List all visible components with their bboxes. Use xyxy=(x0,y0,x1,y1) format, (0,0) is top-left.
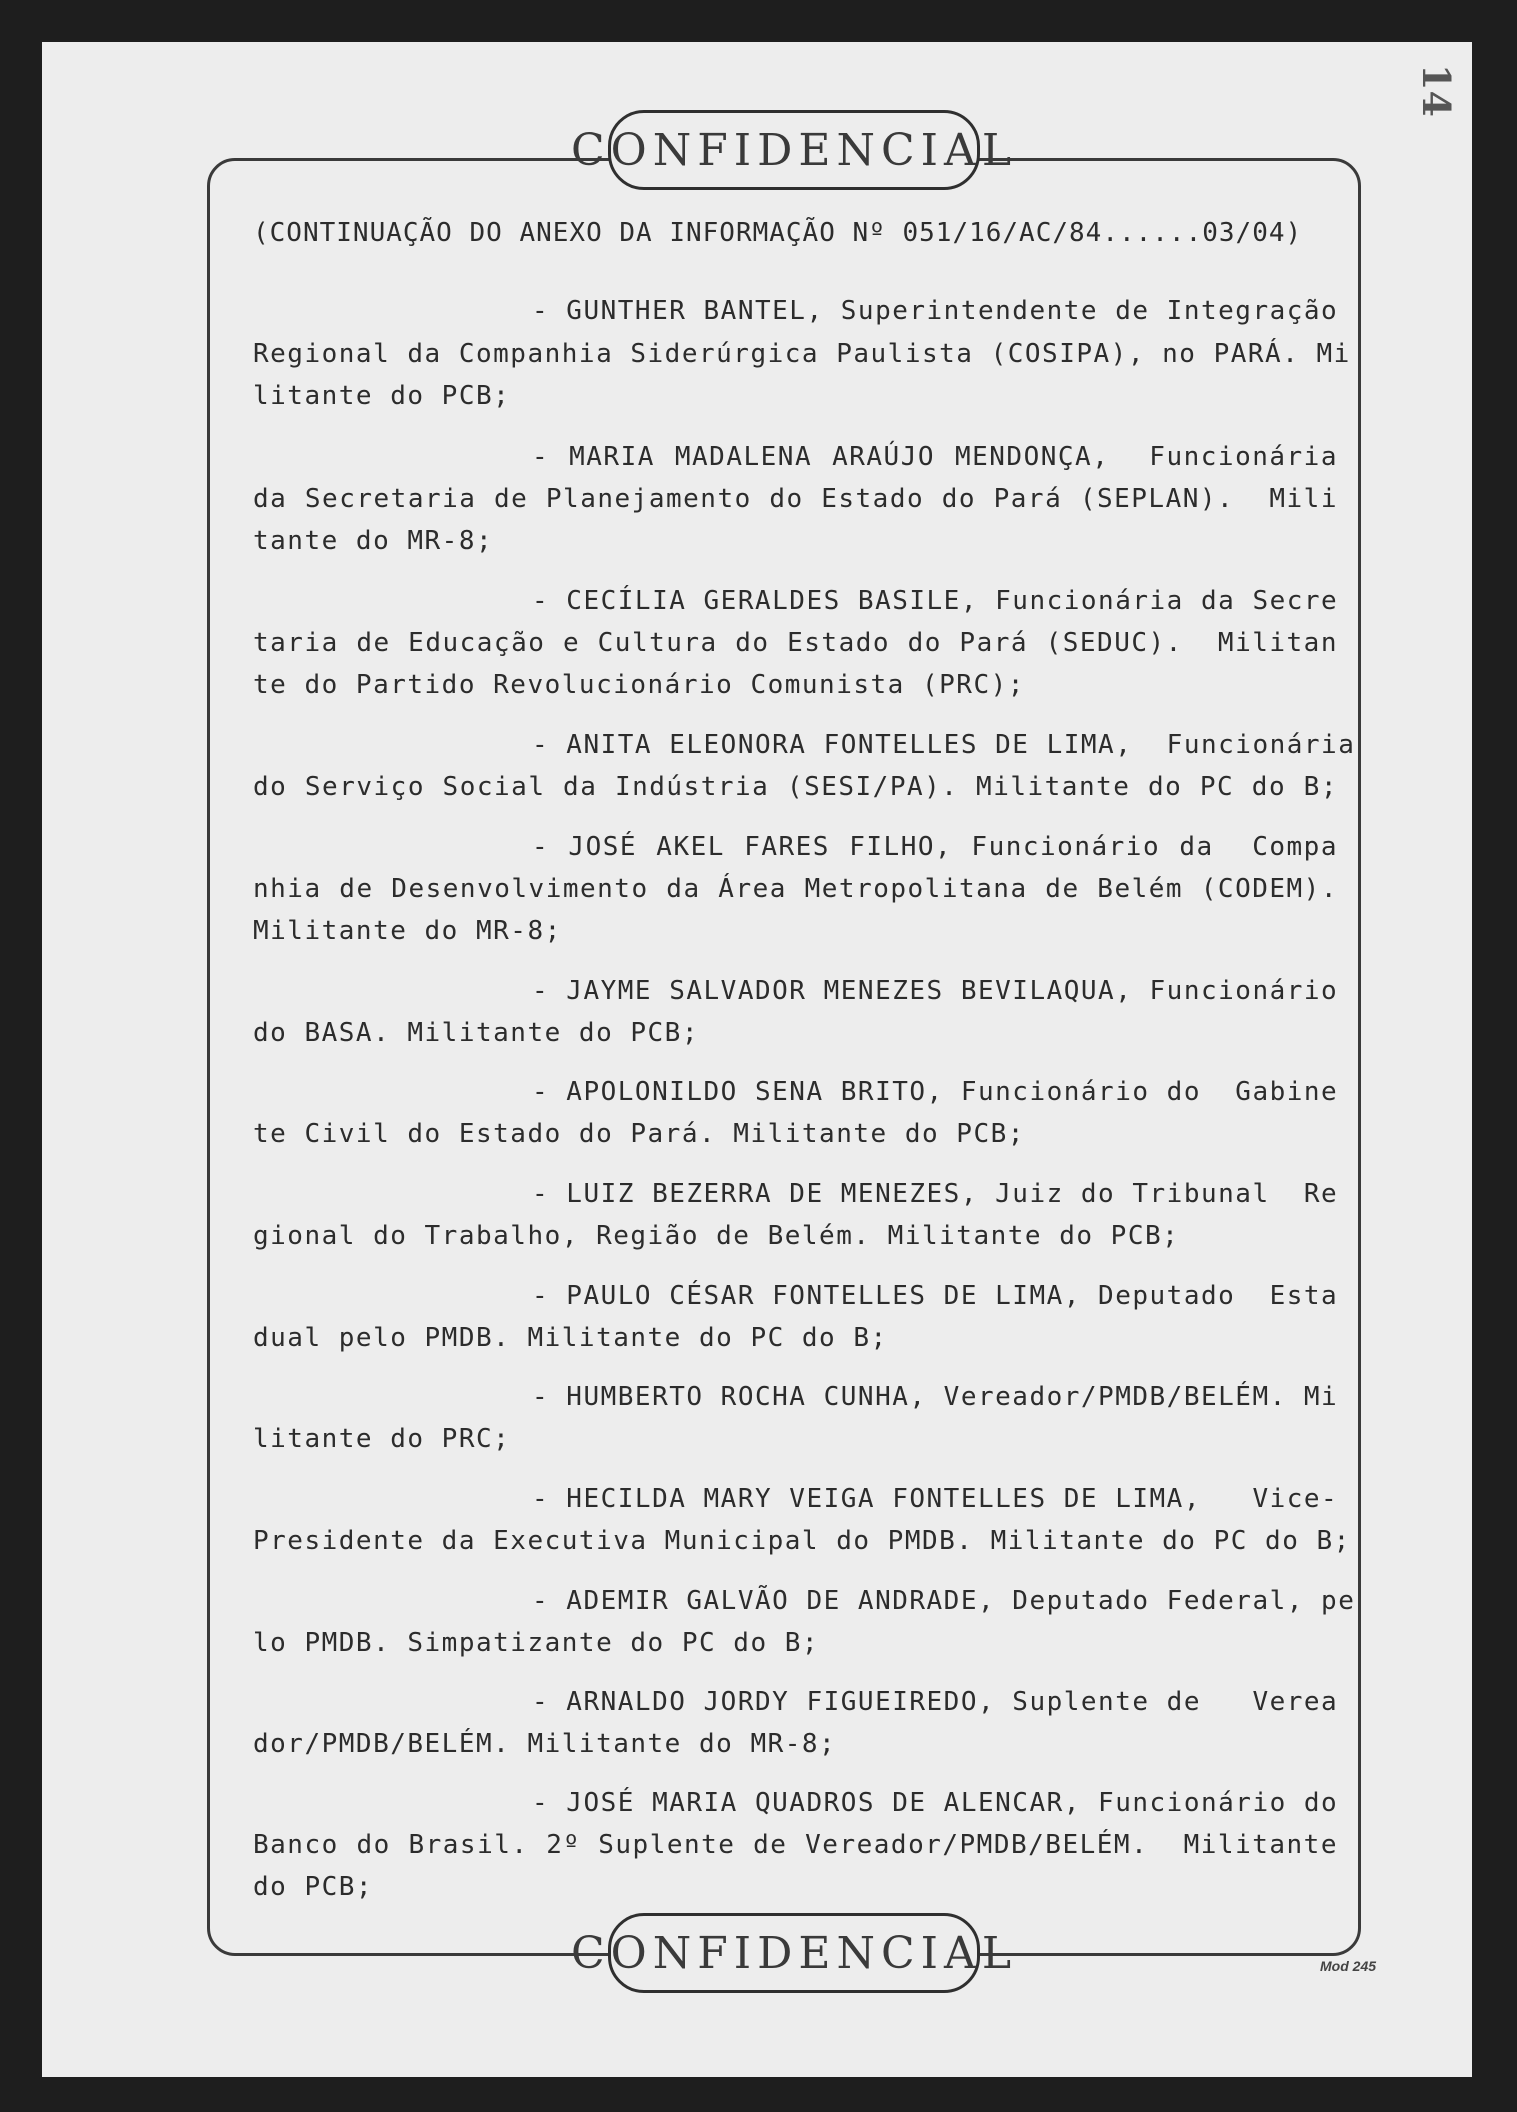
entry-line: nhia de Desenvolvimento da Área Metropolitana de Belém (CODEM). xyxy=(253,874,1338,904)
entry-line: Presidente da Executiva Municipal do PMDB. Militante do PC do B; xyxy=(253,1526,1351,1556)
entry-line: do BASA. Militante do PCB; xyxy=(253,1018,699,1048)
entry-line: Militante do MR-8; xyxy=(253,916,562,946)
entry-line: litante do PCB; xyxy=(253,381,511,411)
entry-line: - ADEMIR GALVÃO DE ANDRADE, Deputado Federal, pe xyxy=(532,1586,1356,1616)
form-number-label: Mod 245 xyxy=(1320,1958,1377,1974)
entry-line: - HECILDA MARY VEIGA FONTELLES DE LIMA, Vice- xyxy=(532,1484,1339,1514)
entry-line: gional do Trabalho, Região de Belém. Militante do PCB; xyxy=(253,1221,1180,1251)
entry-line: - APOLONILDO SENA BRITO, Funcionário do Gabine xyxy=(532,1077,1339,1107)
entry-line: te do Partido Revolucionário Comunista (PRC); xyxy=(253,670,1025,700)
entry-line: dual pelo PMDB. Militante do PC do B; xyxy=(253,1323,888,1353)
entry-line: litante do PRC; xyxy=(253,1424,511,1454)
entry-line: - PAULO CÉSAR FONTELLES DE LIMA, Deputado Esta xyxy=(532,1281,1339,1311)
entry-line: - ARNALDO JORDY FIGUEIREDO, Suplente de Verea xyxy=(532,1687,1339,1717)
entry-line: te Civil do Estado do Pará. Militante do PCB; xyxy=(253,1119,1025,1149)
entry-line: - MARIA MADALENA ARAÚJO MENDONÇA, Funcionária xyxy=(532,442,1338,472)
document-header: (CONTINUAÇÃO DO ANEXO DA INFORMAÇÃO Nº 051/16/AC/84......03/04) xyxy=(253,218,1303,248)
entry-line: do PCB; xyxy=(253,1872,374,1902)
entry-line: lo PMDB. Simpatizante do PC do B; xyxy=(253,1628,820,1658)
entry-line: - GUNTHER BANTEL, Superintendente de Integração xyxy=(532,296,1339,326)
entry-line: - CECÍLIA GERALDES BASILE, Funcionária da Secre xyxy=(532,586,1339,616)
entry-line: - JAYME SALVADOR MENEZES BEVILAQUA, Funcionário xyxy=(532,976,1339,1006)
entry-line: Regional da Companhia Siderúrgica Paulista (COSIPA), no PARÁ. Mi xyxy=(253,339,1351,369)
entry-line: - JOSÉ AKEL FARES FILHO, Funcionário da Compa xyxy=(532,832,1338,862)
entry-line: do Serviço Social da Indústria (SESI/PA). Militante do PC do B; xyxy=(253,772,1338,802)
entry-line: - LUIZ BEZERRA DE MENEZES, Juiz do Tribunal Re xyxy=(532,1179,1339,1209)
page-number-mark: 14 xyxy=(1413,64,1459,117)
entry-line: - HUMBERTO ROCHA CUNHA, Vereador/PMDB/BELÉM. Mi xyxy=(532,1382,1339,1412)
entry-line: - JOSÉ MARIA QUADROS DE ALENCAR, Funcionário do xyxy=(532,1788,1339,1818)
confidential-stamp-top: CONFIDENCIAL xyxy=(608,110,980,190)
confidential-stamp-bottom: CONFIDENCIAL xyxy=(608,1913,980,1993)
entry-line: Banco do Brasil. 2º Suplente de Vereador/PMDB/BELÉM. Militante xyxy=(253,1830,1338,1860)
entry-line: taria de Educação e Cultura do Estado do Pará (SEDUC). Militan xyxy=(253,628,1338,658)
entry-line: da Secretaria de Planejamento do Estado do Pará (SEPLAN). Mili xyxy=(253,484,1338,514)
entry-line: - ANITA ELEONORA FONTELLES DE LIMA, Funcionária xyxy=(532,730,1356,760)
entry-line: tante do MR-8; xyxy=(253,526,494,556)
entry-line: dor/PMDB/BELÉM. Militante do MR-8; xyxy=(253,1729,837,1759)
